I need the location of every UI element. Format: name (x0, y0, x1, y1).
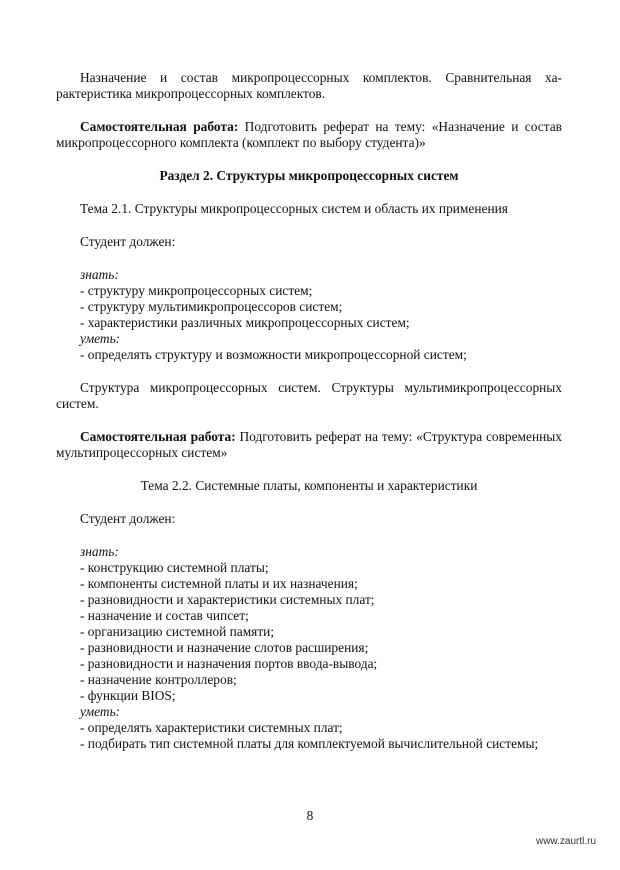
topic1-title: Тема 2.1. Структуры микропроцессорных систем и область их применения (80, 201, 508, 216)
topic2-know-item: - организацию системной памяти; (80, 624, 275, 639)
topic2-know-item: - разновидности и характеристики системных плат; (80, 592, 375, 607)
topic2-know-item: - компоненты системной платы и их назначения; (80, 576, 358, 591)
topic2-student-must: Студент должен: (80, 511, 176, 526)
topic2-can-item: - определять характеристики системных плат; (80, 720, 343, 735)
section2-heading: Раздел 2. Структуры микропроцессорных систем (159, 168, 459, 183)
topic1-know-item: - характеристики различных микропроцессорных систем; (80, 315, 410, 330)
topic1-task (56, 429, 562, 461)
page-content (56, 70, 562, 752)
topic1-know-item: - структуру микропроцессорных систем; (80, 283, 313, 298)
topic2-know-item: - разновидности и назначение слотов расширения; (80, 640, 369, 655)
watermark: www.zaurtl.ru (535, 836, 596, 847)
page-number: 8 (306, 808, 314, 823)
topic2-know-label: знать: (80, 544, 119, 559)
topic1-student-must: Студент должен: (80, 234, 176, 249)
topic1-know-item: - структуру мультимикропроцессоров систем; (80, 299, 343, 314)
section1-task (56, 119, 562, 151)
topic1-summary: Структура микропроцессорных систем. Структуры мультимикропроцессорных систем. (56, 380, 562, 411)
task-label: Самостоятельная работа: (80, 429, 236, 444)
topic1-can-label: уметь: (80, 331, 121, 346)
topic1-can-item: - определять структуру и возможности микропроцессорной систем; (80, 347, 467, 362)
topic2-title: Тема 2.2. Системные платы, компоненты и характеристики (140, 478, 478, 493)
topic2-know-item: - назначение и состав чипсет; (80, 608, 249, 623)
task-text: Подготовить реферат на тему: «Назначение и состав микропроцессорного комплекта (комплект по выбору студента)» (56, 119, 562, 150)
topic2-know-item: - конструкцию системной платы; (80, 560, 269, 575)
topic2-know-item: - назначение контроллеров; (80, 672, 237, 687)
task-label: Самостоятельная работа: (80, 119, 239, 134)
task-text: Подготовить реферат на тему: «Структура современных мультипроцессорных систем» (56, 429, 562, 460)
topic2-know-item: - функции BIOS; (80, 688, 176, 703)
topic1-know-label: знать: (80, 267, 119, 282)
topic2-know-item: - разновидности и назначения портов ввода-вывода; (80, 656, 378, 671)
topic2-can-label: уметь: (80, 704, 121, 719)
topic2-can-item: - подбирать тип системной платы для комплектуемой вычислительной системы; (80, 736, 539, 751)
section1-intro: Назначение и состав микропроцессорных комплектов. Сравнительная характеристика микропроцессорных комплектов. (56, 70, 562, 101)
